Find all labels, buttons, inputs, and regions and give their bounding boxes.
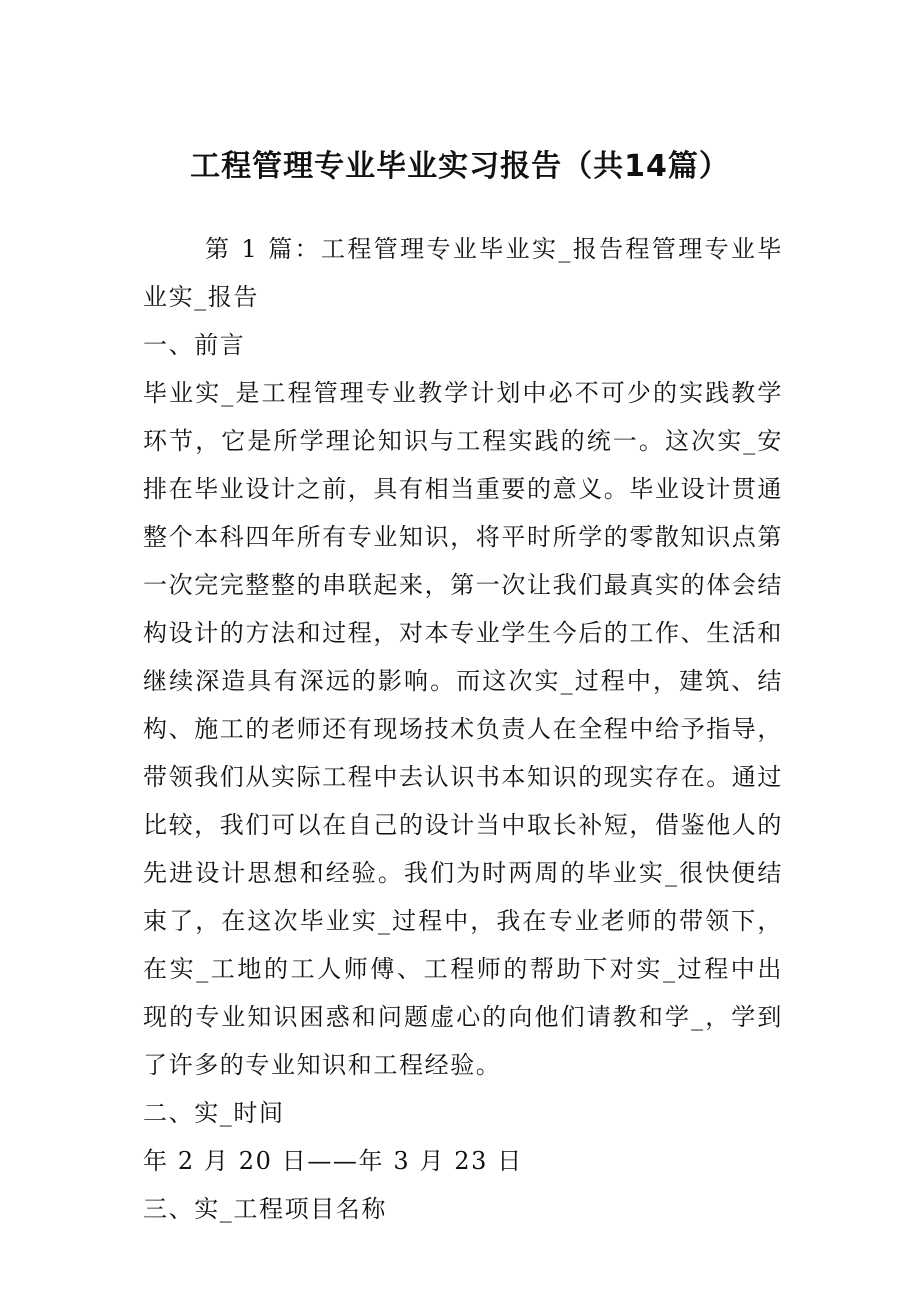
section-heading-time: 二、实_时间: [143, 1099, 285, 1127]
preface-paragraph: 毕业实_是工程管理专业教学计划中必不可少的实践教学环节，它是所学理论知识与工程实践的统一。这次实_安排在毕业设计之前，具有相当重要的意义。毕业设计贯通整个本科四年所有专业知识，将平时所学的零散知识点第一次完完整整的串联起来，第一次让我们最真实的体会结构设计的方法和过程，对本专业学生今后的工作、生活和继续深造具有深远的影响。而这次实_过程中，建筑、结构、施工的老师还有现场技术负责人在全程中给予指导，带领我们从实际工程中去认识书本知识的现实存在。通过比较，我们可以在自己的设计当中取长补短，借鉴他人的先进设计思想和经验。我们为时两周的毕业实_很快便结束了，在这次毕业实_过程中，我在专业老师的带领下，在实_工地的工人师傅、工程师的帮助下对实_过程中出现的专业知识困惑和问题虚心的向他们请教和学_，学到了许多的专业知识和工程经验。: [143, 379, 783, 1079]
document-title: 工程管理专业毕业实习报告（共14篇）: [190, 149, 730, 184]
internship-dates: 年 2 月 20 日——年 3 月 23 日: [143, 1147, 523, 1175]
document-body: [143, 225, 783, 1233]
section-heading-preface: 一、前言: [143, 331, 246, 359]
section-heading-project: 三、实_工程项目名称: [143, 1195, 387, 1223]
chapter-heading: 第 1 篇：工程管理专业毕业实_报告程管理专业毕业实_报告: [143, 235, 783, 311]
